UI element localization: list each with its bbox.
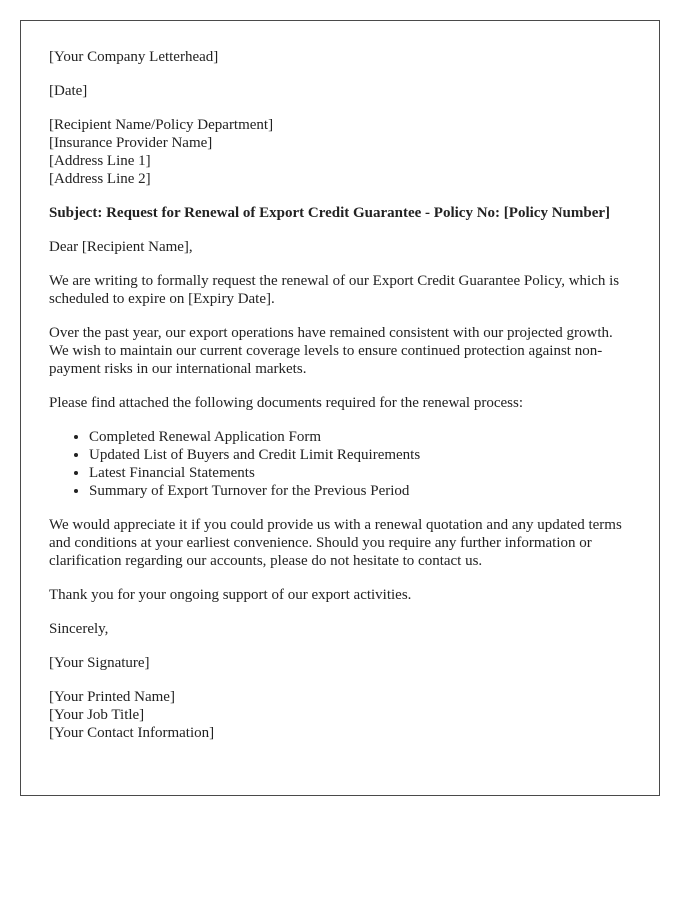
list-item: • Updated List of Buyers and Credit Limit Requirements [89,446,631,464]
body-paragraph-attachments: Please find attached the following documents required for the renewal process: [49,395,524,411]
sender-contact-information: [Your Contact Information] [49,725,215,741]
sender-block [49,688,631,742]
address-line-1: [Address Line 1] [49,153,151,169]
signature-placeholder: [Your Signature] [49,655,150,671]
body-paragraph-operations: Over the past year, our export operations have remained consistent with our projected growth. We wish to maintain our current coverage levels to ensure continued protection against non-payment risks in our international markets. [49,325,613,377]
insurance-provider-name: [Insurance Provider Name] [49,135,213,151]
sender-printed-name: [Your Printed Name] [49,689,175,705]
signoff: Sincerely, [49,621,109,637]
list-item: • Summary of Export Turnover for the Previous Period [89,482,631,500]
body-paragraph-request: We are writing to formally request the renewal of our Export Credit Guarantee Policy, which is scheduled to expire on [Expiry Date]. [49,273,620,307]
list-item: • Completed Renewal Application Form [89,428,631,446]
address-line-2: [Address Line 2] [49,171,151,187]
recipient-name: [Recipient Name/Policy Department] [49,117,274,133]
recipient-address-block [49,116,631,188]
letter-page [20,20,660,796]
company-letterhead: [Your Company Letterhead] [49,49,219,65]
body-paragraph-thanks: Thank you for your ongoing support of our export activities. [49,587,412,603]
sender-job-title: [Your Job Title] [49,707,145,723]
documents-list [49,428,631,500]
list-item: • Latest Financial Statements [89,464,631,482]
salutation: Dear [Recipient Name], [49,239,193,255]
letter-date: [Date] [49,83,88,99]
body-paragraph-quotation: We would appreciate it if you could provide us with a renewal quotation and any updated terms and conditions at your earliest convenience. Should you require any further information or clarification regarding our accounts, please do not hesitate to contact us. [49,517,622,569]
subject-line: Subject: Request for Renewal of Export Credit Guarantee - Policy No: [Policy Number] [49,205,611,221]
